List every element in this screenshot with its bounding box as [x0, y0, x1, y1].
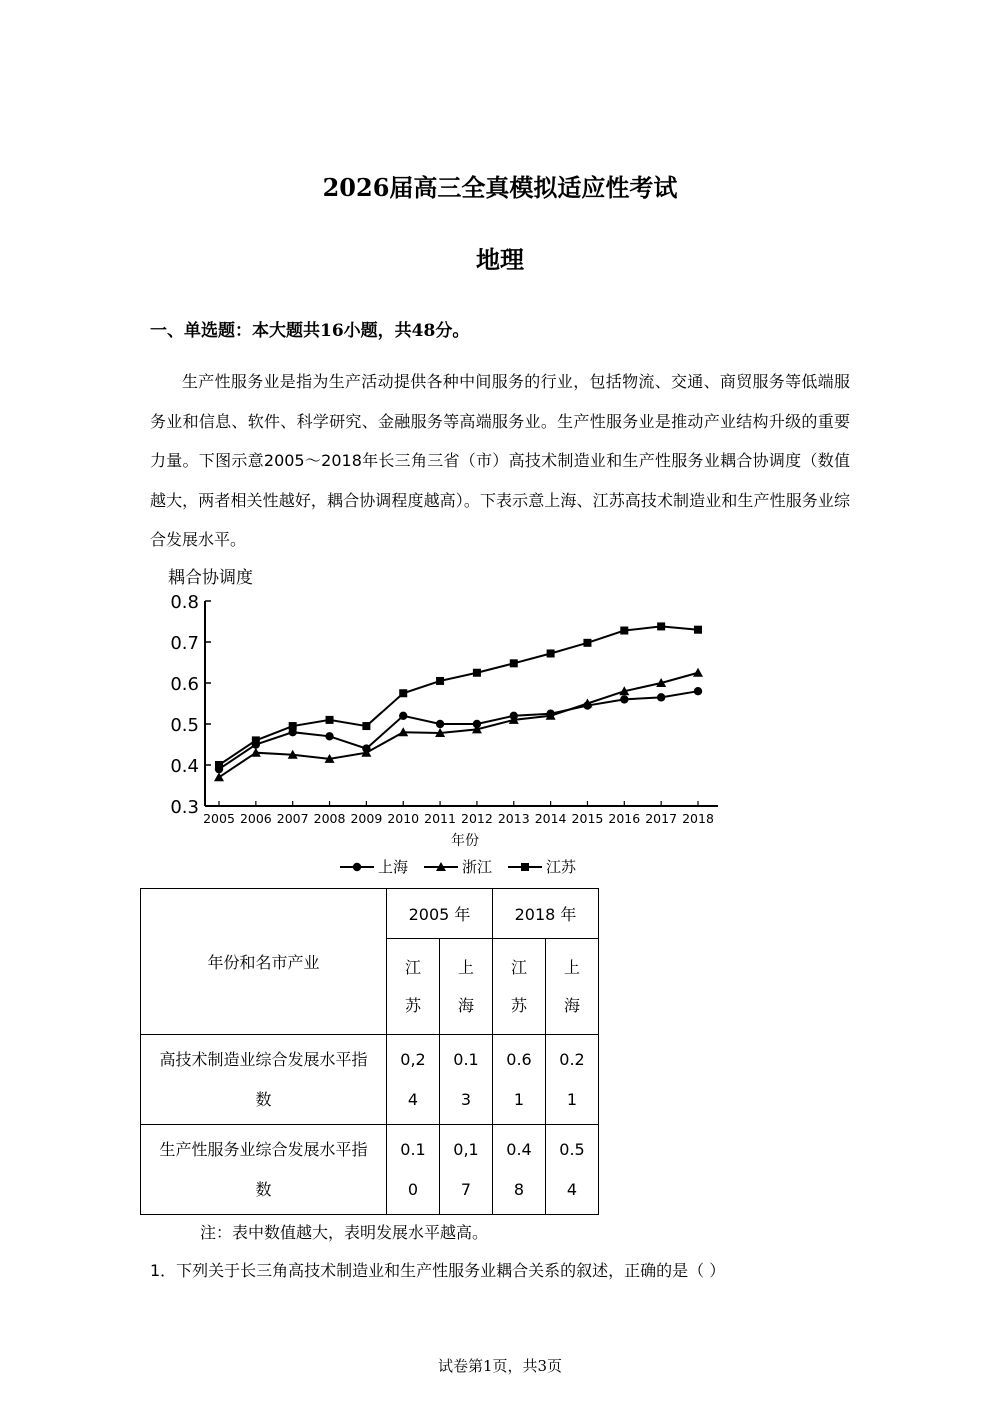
x-tick-label: 2011 [424, 811, 456, 826]
development-table [140, 888, 599, 1215]
table-cell: 0.10 [400, 1139, 426, 1199]
table-row-header: 年份和名市产业 [141, 889, 387, 1035]
page-footer: 试卷第1页，共3页 [437, 1357, 563, 1375]
table-cell: 0.13 [453, 1049, 479, 1109]
exam-title: 2026届高三全真模拟适应性考试 [322, 173, 678, 202]
square-marker-icon [508, 861, 542, 873]
legend-label-shanghai: 上海 [378, 858, 409, 876]
table-note: 注：表中数值越大，表明发展水平越高。 [200, 1223, 489, 1242]
y-tick-label: 0.6 [170, 674, 199, 695]
x-tick-label: 2007 [276, 811, 309, 826]
table-cell: 0,24 [400, 1049, 426, 1109]
data-point [399, 712, 407, 720]
x-tick-label: 2016 [608, 811, 641, 826]
data-point [583, 639, 591, 647]
x-tick-label: 2006 [239, 811, 272, 826]
x-tick-label: 2008 [313, 811, 346, 826]
data-point [694, 687, 702, 695]
x-tick-label: 2009 [350, 811, 383, 826]
data-point [326, 716, 334, 724]
data-point [436, 677, 444, 685]
x-tick-label: 2014 [534, 811, 567, 826]
x-tick-label: 2010 [387, 811, 420, 826]
data-point [215, 761, 223, 769]
data-point [510, 659, 518, 667]
x-tick-label: 2005 [203, 811, 235, 826]
legend-label-jiangsu: 江苏 [546, 858, 577, 876]
legend-item-shanghai [340, 856, 408, 877]
circle-marker-icon [340, 861, 374, 873]
data-point [620, 695, 628, 703]
legend-label-zhejiang: 浙江 [462, 858, 493, 876]
table-col-jiangsu-2005: 江苏 [404, 957, 421, 1015]
data-point [399, 689, 407, 697]
table-year-2005: 2005 年 [387, 889, 493, 939]
data-point [657, 622, 665, 630]
data-point [693, 668, 703, 677]
table-year-2018: 2018 年 [493, 889, 599, 939]
x-tick-label: 2018 [682, 811, 714, 826]
y-tick-label: 0.5 [170, 715, 199, 736]
triangle-marker-icon [424, 861, 458, 873]
x-tick-label: 2012 [461, 811, 493, 826]
table-cell: 0.21 [559, 1049, 585, 1109]
coupling-line-chart [150, 585, 740, 855]
subject-title: 地理 [476, 245, 524, 274]
passage-text: 生产性服务业是指为生产活动提供各种中间服务的行业，包括物流、交通、商贸服务等低端服务业和信息、软件、科学研究、金融服务等高端服务业。生产性服务业是推动产业结构升级的重要力量。下图示意2005～2018年长三角三省（市）高技术制造业和生产性服务业耦合协调度（数值越大，两者相关性越好，耦合协调程度越高）。下表示意上海、江苏高技术制造业和生产性服务业综合发展水平。 [150, 372, 850, 549]
section-heading: 一、单选题：本大题共16小题，共48分。 [150, 321, 470, 341]
data-point [436, 720, 444, 728]
table-cell: 0,17 [453, 1139, 479, 1199]
legend-item-jiangsu [508, 856, 576, 877]
table-col-shanghai-2005: 上海 [457, 957, 474, 1015]
legend-item-zhejiang [424, 856, 492, 877]
table-col-shanghai-2018: 上海 [563, 957, 580, 1015]
passage [150, 362, 850, 560]
table-cell: 0.61 [506, 1049, 532, 1109]
data-point [657, 693, 665, 701]
data-point [362, 722, 370, 730]
x-tick-label: 2017 [645, 811, 678, 826]
data-point [547, 649, 555, 657]
table-row2-label: 生产性服务业综合发展水平指数 [159, 1139, 368, 1199]
table-col-jiangsu-2018: 江苏 [510, 957, 527, 1015]
y-tick-label: 0.3 [170, 797, 199, 818]
question-1: 1．下列关于长三角高技术制造业和生产性服务业耦合关系的叙述，正确的是（ ） [150, 1261, 726, 1280]
chart-x-axis-label: 年份 [451, 833, 479, 849]
chart-y-axis-label: 耦合协调度 [168, 568, 253, 588]
x-tick-label: 2013 [497, 811, 530, 826]
table-cell: 0.54 [559, 1139, 585, 1199]
data-point [473, 669, 481, 677]
x-tick-label: 2015 [571, 811, 604, 826]
data-point [289, 722, 297, 730]
data-point [252, 736, 260, 744]
y-tick-label: 0.8 [170, 592, 199, 613]
data-point [325, 732, 333, 740]
data-point [694, 626, 702, 634]
table-row1-label: 高技术制造业综合发展水平指数 [159, 1049, 368, 1109]
data-point [214, 772, 224, 781]
chart-legend [340, 856, 576, 877]
y-tick-label: 0.4 [170, 756, 199, 777]
table-cell: 0.48 [506, 1139, 532, 1199]
data-point [620, 627, 628, 635]
y-tick-label: 0.7 [170, 633, 199, 654]
